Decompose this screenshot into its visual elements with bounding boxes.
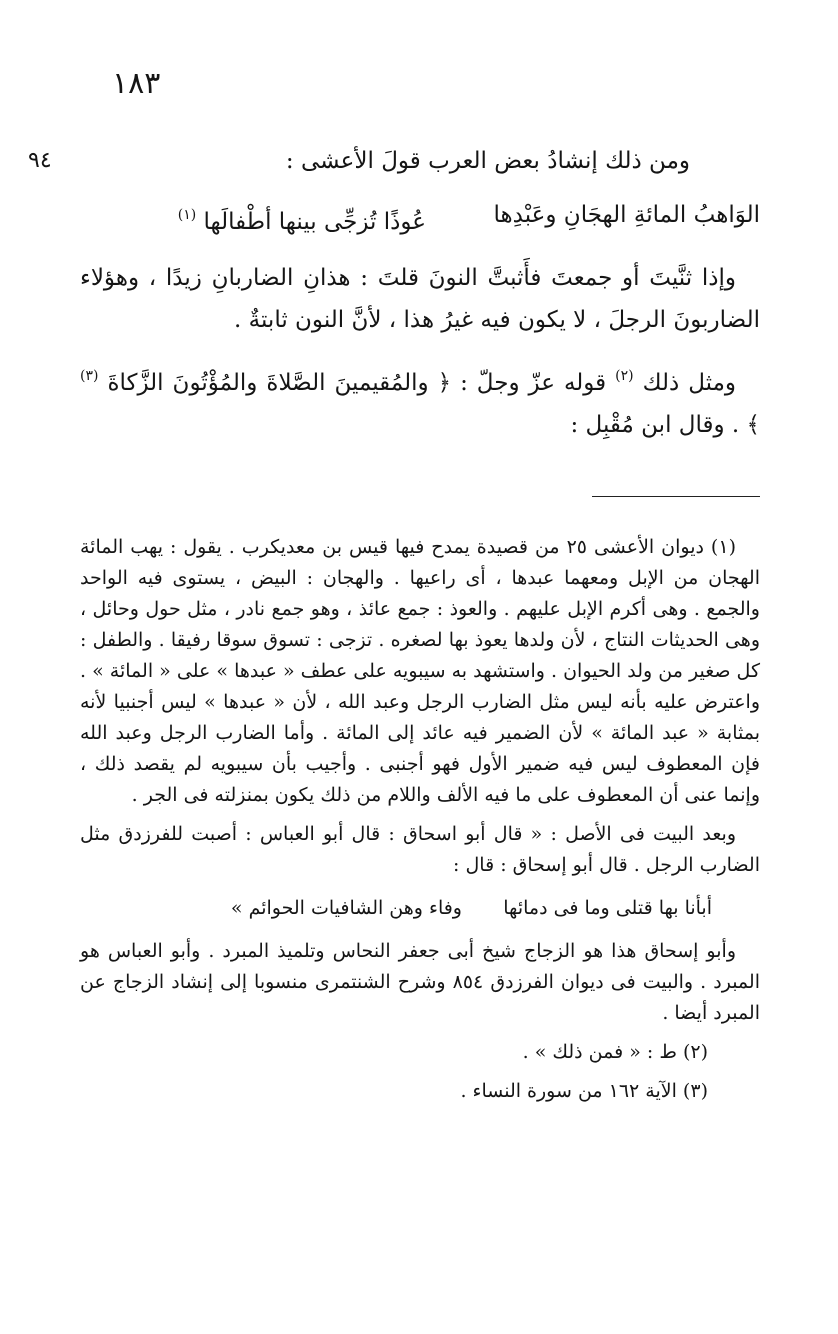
footnote-ref-2: (٢) [615,368,634,384]
paragraph-dual-plural: وإذا ثنَّيتَ أو جمعتَ فأَثبتَّ النونَ قلتَ : هذانِ الضاربانِ زيدًا ، وهؤلاء الضاربونَ الرجلَ ، لا يكون فيه غيرُ هذا ، لأنَّ النون ثابتةٌ . [80,265,760,333]
footnote-verse [80,893,760,924]
footnote-1-continuation: وبعد البيت فى الأصل : « قال أبو اسحاق : قال أبو العباس : أصبت للفرزدق مثل الضارب الرجل . قال أبو إسحاق : قال : [80,823,760,876]
footnote-1-commentary: وأبو إسحاق هذا هو الزجاج شيخ أبى جعفر النحاس وتلميذ المبرد . وأبو العباس هو المبرد . والبيت فى ديوان الفرزدق ٨٥٤ وشرح الشنتمرى منسوبا إلى إنشاد الزجاج عن المبرد أيضا . [80,940,760,1024]
footnotes [80,532,760,1107]
para2-start: ومثل ذلك [642,370,737,396]
verse-second-text: عُوذًا تُزجِّى بينها أطْفالَها [203,209,426,235]
footnote-ref-3: (٣) [80,368,99,384]
main-text [80,140,760,446]
footnote-2: (٢) ط : « فمن ذلك » . [522,1041,708,1063]
footnote-ref-1: (١) [177,207,197,223]
verse-second-hemistich [178,194,426,243]
footnote-3: (٣) الآية ١٦٢ من سورة النساء . [460,1080,708,1102]
para2-end: ﴾ . وقال ابن مُقْبِل : [570,412,760,438]
footnote-verse-first: أبأنا بها قتلى وما فى دمائها [503,897,712,919]
verse-first-hemistich: الوَاهبُ المائةِ الهجَانِ وعَبْدِها [493,202,760,228]
footnote-1: (١) ديوان الأعشى ٢٥ من قصيدة يمدح فيها قيس بن معديكرب . يقول : يهب المائة الهجان من الإبل ومعهما عبدها ، أى راعيها . والهجان : البيض ، يستوى فيه الواحد والجمع . وهى أكرم الإبل عليهم . والعوذ : جمع عائذ ، وهو جمع نادر ، مثل حول وحائل ، وهى الحديثات النتاج ، لأن ولدها يعوذ بها لصغره . تزجى : تسوق سوقا رفيقا . والطفل : كل صغير من ولد الحيوان . واستشهد به سيبويه على عطف « عبدها » على « المائة » . واعترض عليه بأنه ليس مثل الضارب الرجل وعبد الله ، لأن « عبدها » ليس أجنبيا لأنه بمثابة « عبد المائة » لأن الضمير فيه عائد إلى المائة . وأما الضارب الرجل وعبد الله فإن المعطوف ليس فيه ضمير الأول فهو أجنبى . وأجيب بأن سيبويه لم يقصد ذلك ، وإنما عنى أن المعطوف على ما فيه الألف واللام من ذلك يكون بمنزلته فى الجر . [80,536,760,806]
footnote-verse-second: وفاء وهن الشافيات الحوائم » [230,897,462,919]
margin-number: ٩٤ [28,148,52,173]
para2-quote: قوله عزّ وجلّ : ﴿ والمُقيمينَ الصَّلاةَ والمُؤْتُونَ الزَّكاةَ [107,370,607,396]
verse-line [80,194,760,243]
footnote-divider [592,496,760,497]
paragraph-quran [80,355,760,446]
intro-line: ومن ذلك إنشادُ بعض العرب قولَ الأعشى : [285,148,690,174]
page-number: ١٨٣ [112,66,161,101]
